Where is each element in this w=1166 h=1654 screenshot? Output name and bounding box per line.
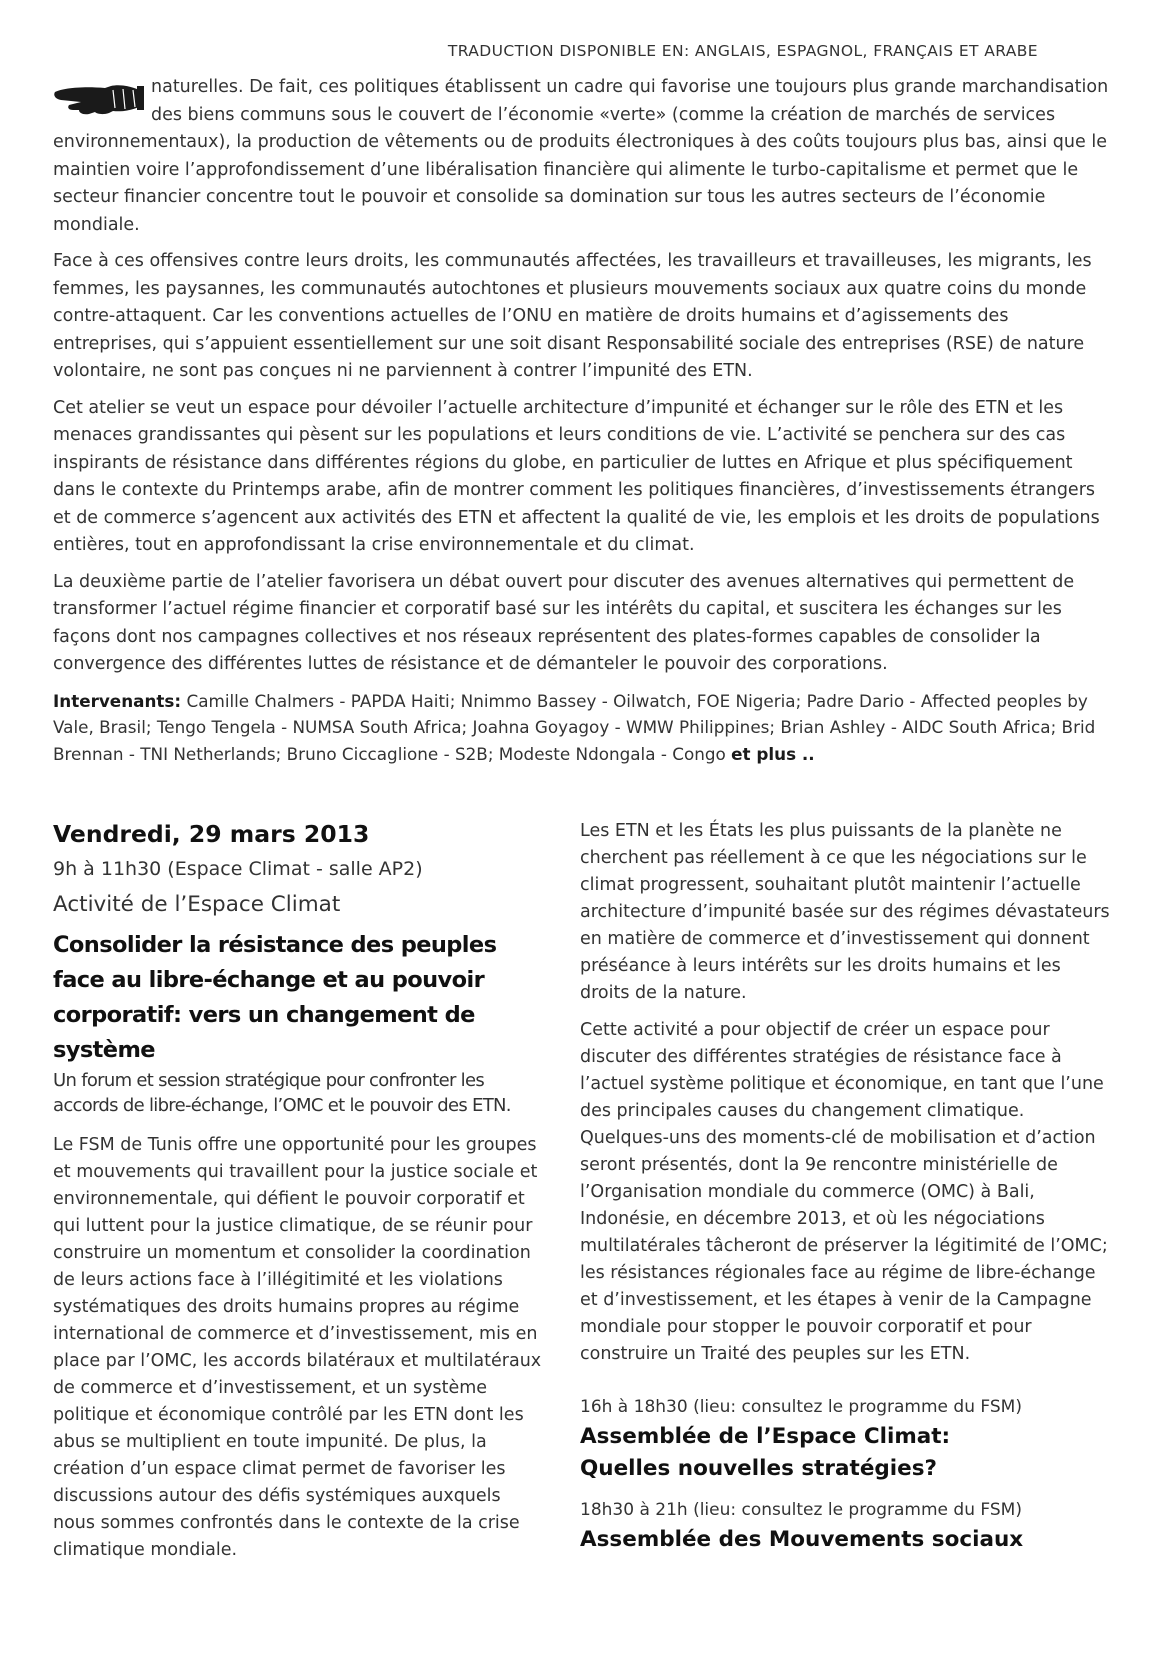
activity-label: Activité de l’Espace Climat	[53, 892, 341, 917]
translation-note: TRADUCTION DISPONIBLE EN: ANGLAIS, ESPAGNOL, FRANÇAIS ET ARABE	[447, 42, 1038, 60]
intro-paragraph-3: Cet atelier se veut un espace pour dévoiler l’actuelle architecture d’impunité et échanger sur le rôle des ETN et les menaces grandissantes qui pèsent sur les populations et leurs conditions de vie. L’activité se penchera sur des cas inspirants de résistance dans différentes régions du globe, en particulier de luttes en Afrique et plus spécifiquement dans le contexte du Printemps arabe, afin de montrer comment les politiques financières, d’investissements étrangers et de commerce s’agencent aux activités des ETN et affectent la qualité de vie, les emplois et les droits de populations entières, tout en approfondissant la crise environnementale et du climat.	[53, 397, 1100, 555]
event-date: Vendredi, 29 mars 2013	[53, 820, 370, 848]
right-column	[580, 818, 1110, 1556]
right-paragraph-1: Les ETN et les États les plus puissants de la planète ne cherchent pas réellement à ce que les négociations sur le climat progressent, souhaitant plutôt maintenir l’actuelle architecture d’impunité basée sur des régimes dévastateurs en matière de commerce et d’investissement qui donnent préséance à leurs intérêts sur les droits humains et les droits de la nature.	[580, 821, 1110, 1003]
pointing-hand-icon	[53, 80, 145, 120]
intervenants-list	[53, 688, 1113, 768]
session1-title-line1: Assemblée de l’Espace Climat:	[580, 1424, 951, 1449]
session-description: Le FSM de Tunis offre une opportunité pour les groupes et mouvements qui travaillent pour la justice sociale et environnementale, qui défient le pouvoir corporatif et qui luttent pour la justice climatique, de se réunir pour construire un momentum et consolider la coordination de leurs actions face à l’illégitimité et les violations systématiques des droits humains propres au régime international de commerce et d’investissement, mis en place par l’OMC, les accords bilatéraux et multilatéraux de commerce et d’investissement, et un système politique et économique contrôlé par les ETN dont les abus se multiplient en toute impunité. De plus, la création d’un espace climat permet de favoriser les discussions autour des défis systémiques auxquels nous sommes confrontés dans le contexte de la crise climatique mondiale.	[53, 1135, 542, 1560]
intro-paragraph-1	[53, 74, 1113, 239]
session-title: Consolider la résistance des peuples face au libre-échange et au pouvoir corporatif: vers un changement de système	[53, 932, 497, 1063]
intro-text-1: naturelles. De fait, ces politiques établissent un cadre qui favorise une toujours plus grande marchandisation des biens communs sous le couvert de l’économie «verte» (comme la création de marchés de services environnementaux), la production de vêtements ou de produits électroniques à des coûts toujours plus bas, ainsi que le maintien voire l’approfondissement d’une libéralisation financière qui alimente le turbo-capitalisme et permet que le secteur financier concentre tout le pouvoir et consolide sa domination sur tous les autres secteurs de l’économie mondiale.	[53, 77, 1109, 235]
intervenants-more: et plus ..	[731, 743, 815, 764]
session2-title: Assemblée des Mouvements sociaux	[580, 1527, 1024, 1552]
right-paragraph-2: Cette activité a pour objectif de créer un espace pour discuter des différentes stratégies de résistance face à l’actuel système politique et économique, en tant que l’une des principales causes du changement climatique. Quelques-uns des moments-clé de mobilisation et d’action seront présentés, dont la 9e rencontre ministérielle de l’Organisation mondiale du commerce (OMC) à Bali, Indonésie, en décembre 2013, et où les négociations multilatérales tâcheront de préserver la légitimité de l’OMC; les résistances régionales face au régime de libre-échange et d’investissement, et les étapes à venir de la Campagne mondiale pour stopper le pouvoir corporatif et pour construire un Traité des peuples sur les ETN.	[580, 1020, 1108, 1364]
intervenants-label: Intervenants:	[53, 690, 182, 711]
session1-title-line2: Quelles nouvelles stratégies?	[580, 1456, 938, 1481]
intro-paragraph-4: La deuxième partie de l’atelier favorisera un débat ouvert pour discuter des avenues alternatives qui permettent de transformer l’actuel régime financier et corporatif basé sur les intérêts du capital, et suscitera les échanges sur les façons dont nos campagnes collectives et nos réseaux représentent des plates-formes capables de consolider la convergence des différentes luttes de résistance et de démanteler le pouvoir des corporations.	[53, 571, 1075, 674]
intervenants-text: Camille Chalmers - PAPDA Haiti; Nnimmo Bassey - Oilwatch, FOE Nigeria; Padre Dario - Affected peoples by Vale, Brasil; Tengo Tengela - NUMSA South Africa; Joahna Goyagoy - WMW Philippines; Brian Ashley - AIDC South Africa; Brid Brennan - TNI Netherlands; Bruno Ciccaglione - S2B; Modeste Ndongala - Congo	[53, 690, 1096, 764]
session-subtitle: Un forum et session stratégique pour confronter les accords de libre-échange, l’OMC et le pouvoir des ETN.	[53, 1070, 511, 1116]
session2-time: 18h30 à 21h (lieu: consultez le programme du FSM)	[580, 1500, 1022, 1520]
left-column	[53, 818, 548, 1574]
event-time: 9h à 11h30 (Espace Climat - salle AP2)	[53, 858, 423, 880]
session1-time: 16h à 18h30 (lieu: consultez le programme du FSM)	[580, 1397, 1022, 1417]
intro-paragraph-2: Face à ces offensives contre leurs droits, les communautés affectées, les travailleurs et travailleuses, les migrants, les femmes, les paysannes, les communautés autochtones et plusieurs mouvements sociaux aux quatre coins du monde contre-attaquent. Car les conventions actuelles de l’ONU en matière de droits humains et d’agissements des entreprises, qui s’appuient essentiellement sur une soit disant Responsabilité sociale des entreprises (RSE) de nature volontaire, ne sont pas conçues ni ne parviennent à contrer l’impunité des ETN.	[53, 251, 1092, 381]
intro-section	[53, 74, 1113, 767]
